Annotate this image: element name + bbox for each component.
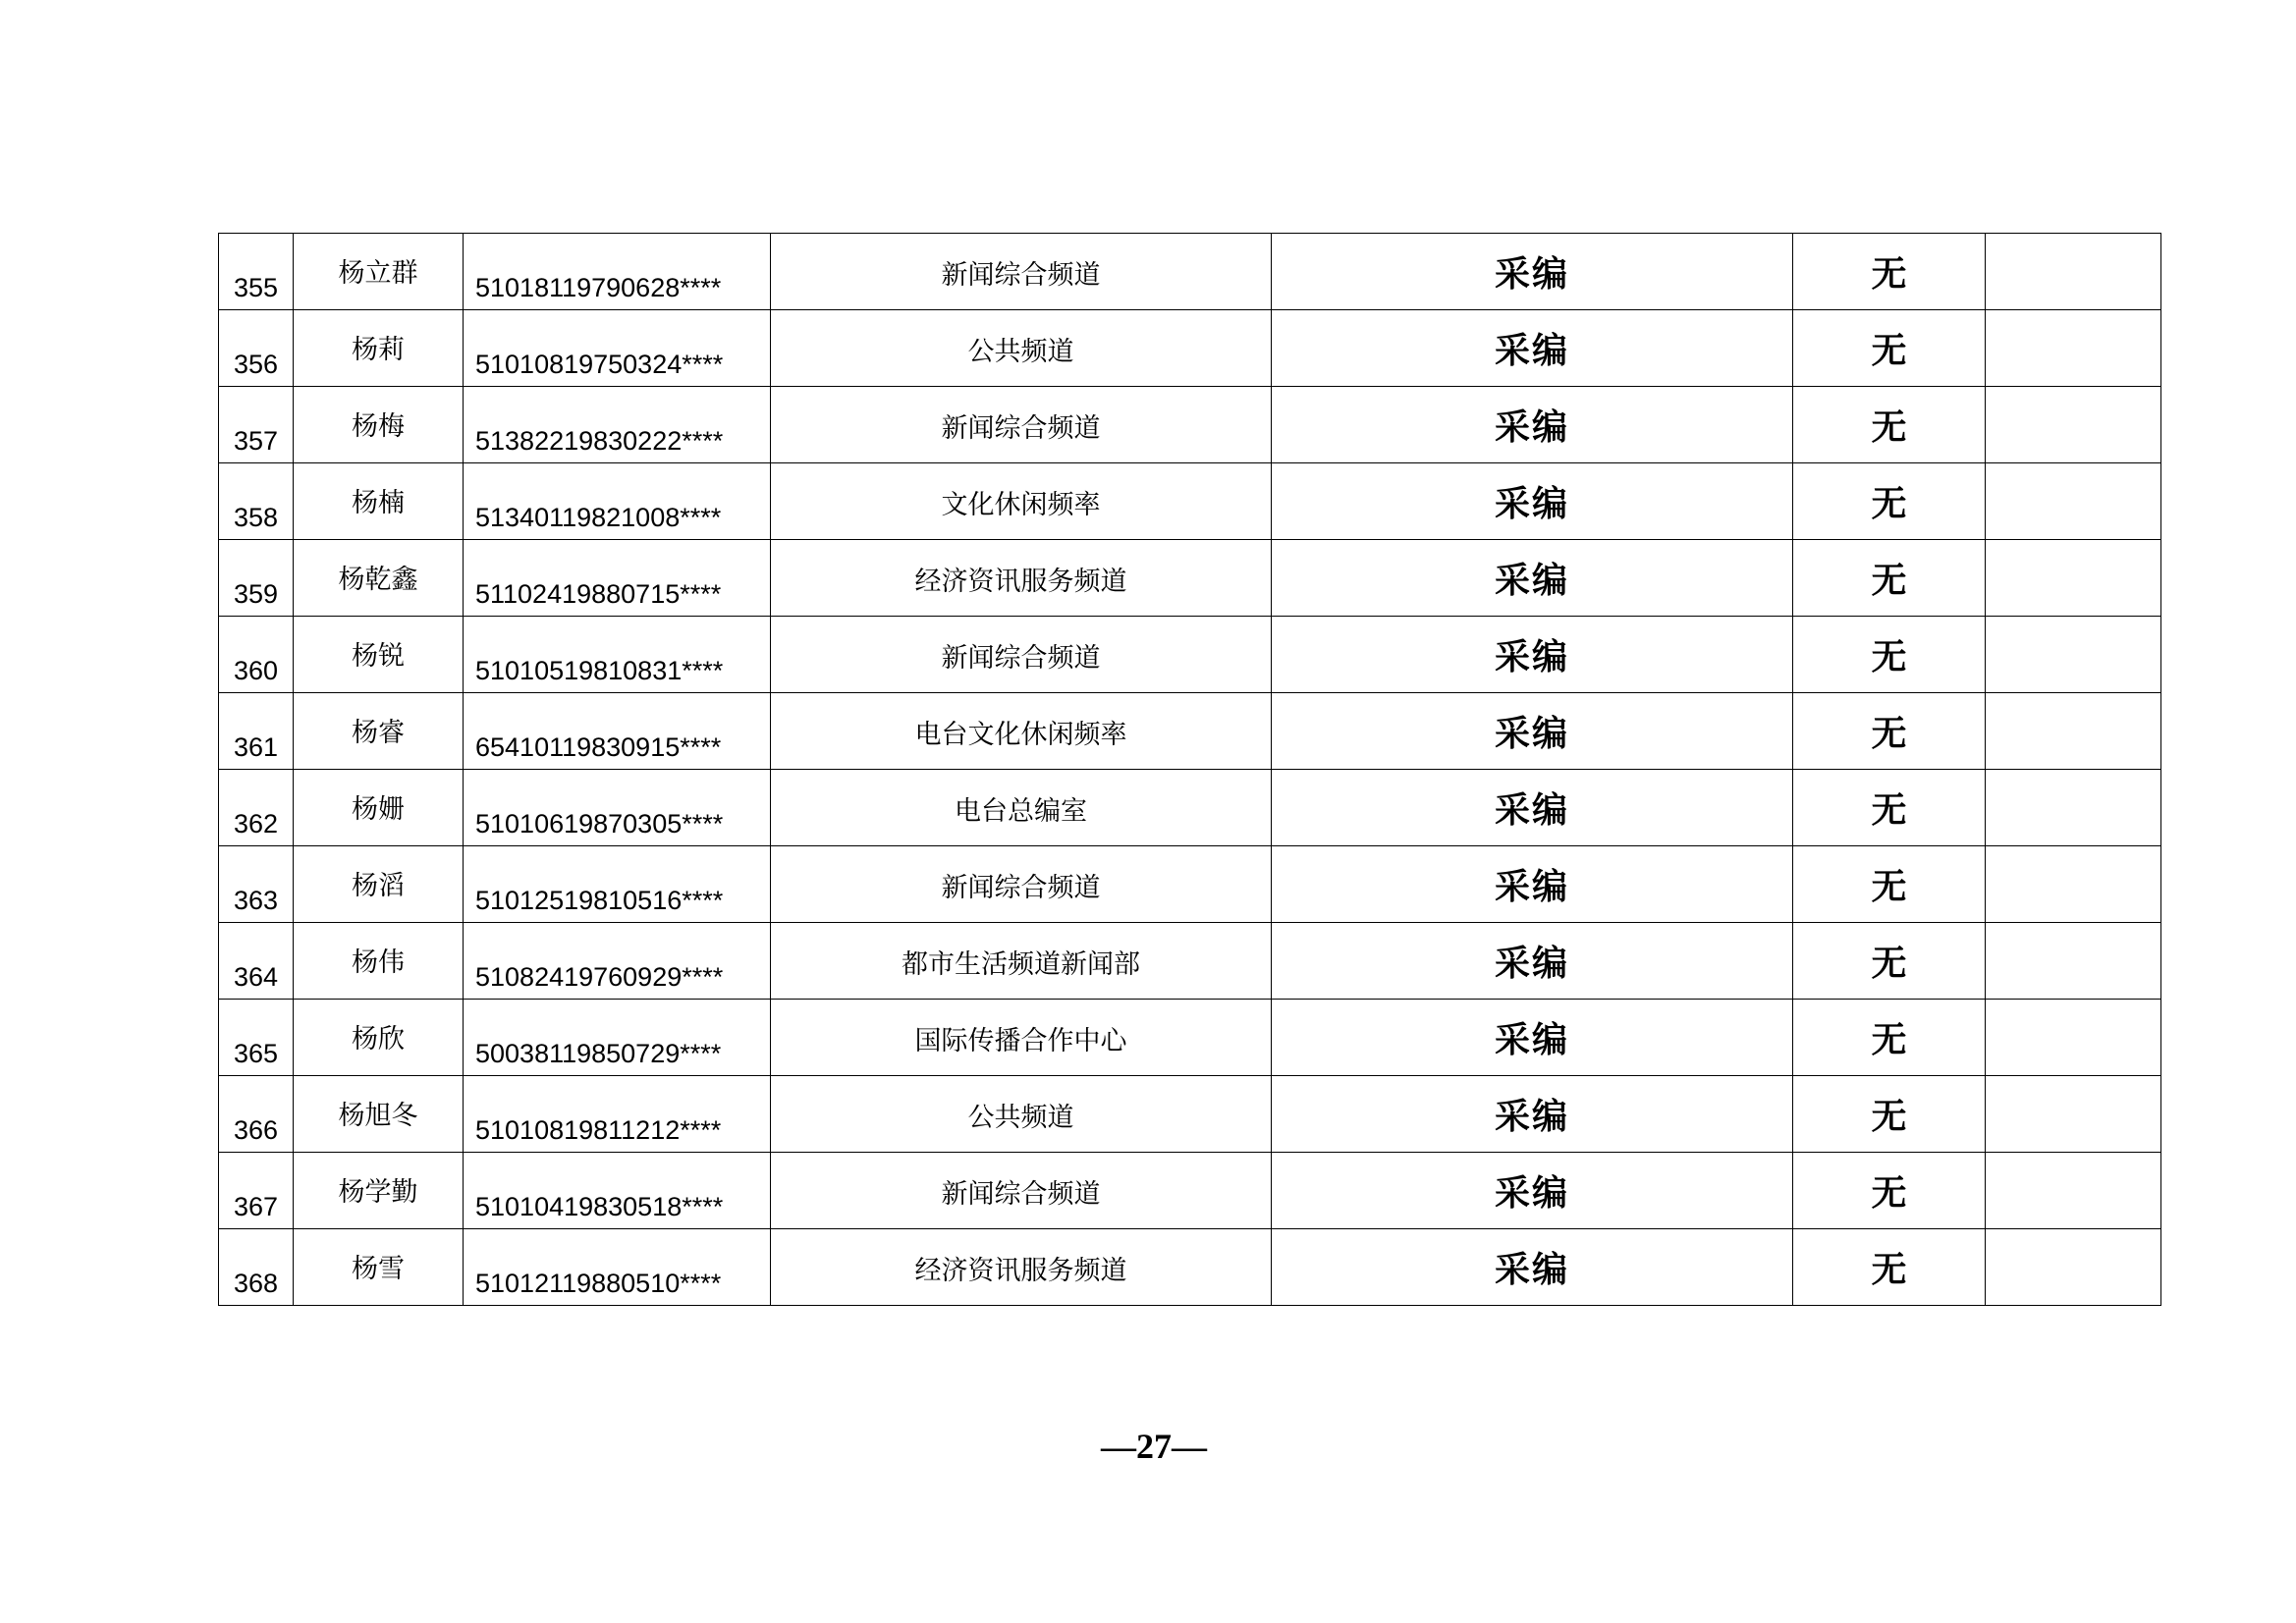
table-row	[219, 234, 2161, 310]
status-value: 无	[1793, 234, 1986, 310]
table-row	[219, 1076, 2161, 1153]
id-number: 51010519810831****	[464, 617, 771, 693]
table-row	[219, 1000, 2161, 1076]
person-name: 杨欣	[294, 1000, 464, 1076]
department: 电台总编室	[771, 770, 1272, 846]
remarks-cell	[1986, 617, 2161, 693]
roster-body	[219, 234, 2161, 1306]
row-number: 368	[219, 1229, 294, 1306]
table-row	[219, 770, 2161, 846]
id-number: 51012119880510****	[464, 1229, 771, 1306]
person-name: 杨立群	[294, 234, 464, 310]
position: 采编	[1272, 770, 1793, 846]
remarks-cell	[1986, 1000, 2161, 1076]
row-number: 360	[219, 617, 294, 693]
department: 新闻综合频道	[771, 617, 1272, 693]
remarks-cell	[1986, 846, 2161, 923]
id-number: 51010819811212****	[464, 1076, 771, 1153]
person-name: 杨睿	[294, 693, 464, 770]
remarks-cell	[1986, 463, 2161, 540]
position: 采编	[1272, 387, 1793, 463]
table-row	[219, 1153, 2161, 1229]
row-number: 359	[219, 540, 294, 617]
department: 公共频道	[771, 310, 1272, 387]
page-number: —27—	[1101, 1427, 1207, 1466]
remarks-cell	[1986, 1076, 2161, 1153]
status-value: 无	[1793, 540, 1986, 617]
remarks-cell	[1986, 234, 2161, 310]
table-row	[219, 310, 2161, 387]
person-name: 杨姗	[294, 770, 464, 846]
department: 国际传播合作中心	[771, 1000, 1272, 1076]
department: 新闻综合频道	[771, 234, 1272, 310]
person-name: 杨旭冬	[294, 1076, 464, 1153]
row-number: 367	[219, 1153, 294, 1229]
remarks-cell	[1986, 540, 2161, 617]
department: 文化休闲频率	[771, 463, 1272, 540]
person-name: 杨学勤	[294, 1153, 464, 1229]
row-number: 358	[219, 463, 294, 540]
roster-table	[218, 233, 2161, 1306]
id-number: 51010419830518****	[464, 1153, 771, 1229]
department: 电台文化休闲频率	[771, 693, 1272, 770]
status-value: 无	[1793, 923, 1986, 1000]
position: 采编	[1272, 693, 1793, 770]
person-name: 杨雪	[294, 1229, 464, 1306]
position: 采编	[1272, 1000, 1793, 1076]
department: 经济资讯服务频道	[771, 1229, 1272, 1306]
position: 采编	[1272, 463, 1793, 540]
id-number: 51102419880715****	[464, 540, 771, 617]
row-number: 357	[219, 387, 294, 463]
table-row	[219, 617, 2161, 693]
status-value: 无	[1793, 387, 1986, 463]
table-row	[219, 846, 2161, 923]
status-value: 无	[1793, 310, 1986, 387]
position: 采编	[1272, 617, 1793, 693]
row-number: 362	[219, 770, 294, 846]
person-name: 杨伟	[294, 923, 464, 1000]
table-row	[219, 387, 2161, 463]
position: 采编	[1272, 1153, 1793, 1229]
status-value: 无	[1793, 770, 1986, 846]
status-value: 无	[1793, 846, 1986, 923]
status-value: 无	[1793, 693, 1986, 770]
id-number: 51082419760929****	[464, 923, 771, 1000]
position: 采编	[1272, 1229, 1793, 1306]
department: 公共频道	[771, 1076, 1272, 1153]
row-number: 355	[219, 234, 294, 310]
person-name: 杨锐	[294, 617, 464, 693]
id-number: 51018119790628****	[464, 234, 771, 310]
id-number: 51382219830222****	[464, 387, 771, 463]
row-number: 356	[219, 310, 294, 387]
table-row	[219, 693, 2161, 770]
table-row	[219, 923, 2161, 1000]
remarks-cell	[1986, 770, 2161, 846]
id-number: 65410119830915****	[464, 693, 771, 770]
remarks-cell	[1986, 693, 2161, 770]
department: 新闻综合频道	[771, 1153, 1272, 1229]
status-value: 无	[1793, 1229, 1986, 1306]
status-value: 无	[1793, 1000, 1986, 1076]
remarks-cell	[1986, 1229, 2161, 1306]
row-number: 364	[219, 923, 294, 1000]
person-name: 杨乾鑫	[294, 540, 464, 617]
row-number: 366	[219, 1076, 294, 1153]
id-number: 51010619870305****	[464, 770, 771, 846]
department: 都市生活频道新闻部	[771, 923, 1272, 1000]
id-number: 51010819750324****	[464, 310, 771, 387]
position: 采编	[1272, 540, 1793, 617]
status-value: 无	[1793, 1153, 1986, 1229]
position: 采编	[1272, 310, 1793, 387]
status-value: 无	[1793, 463, 1986, 540]
id-number: 51340119821008****	[464, 463, 771, 540]
status-value: 无	[1793, 617, 1986, 693]
row-number: 363	[219, 846, 294, 923]
table-row	[219, 463, 2161, 540]
person-name: 杨滔	[294, 846, 464, 923]
status-value: 无	[1793, 1076, 1986, 1153]
remarks-cell	[1986, 387, 2161, 463]
position: 采编	[1272, 846, 1793, 923]
department: 经济资讯服务频道	[771, 540, 1272, 617]
person-name: 杨莉	[294, 310, 464, 387]
person-name: 杨梅	[294, 387, 464, 463]
table-row	[219, 1229, 2161, 1306]
remarks-cell	[1986, 923, 2161, 1000]
department: 新闻综合频道	[771, 387, 1272, 463]
id-number: 51012519810516****	[464, 846, 771, 923]
position: 采编	[1272, 234, 1793, 310]
table-row	[219, 540, 2161, 617]
department: 新闻综合频道	[771, 846, 1272, 923]
position: 采编	[1272, 1076, 1793, 1153]
id-number: 50038119850729****	[464, 1000, 771, 1076]
row-number: 361	[219, 693, 294, 770]
position: 采编	[1272, 923, 1793, 1000]
remarks-cell	[1986, 310, 2161, 387]
row-number: 365	[219, 1000, 294, 1076]
remarks-cell	[1986, 1153, 2161, 1229]
person-name: 杨楠	[294, 463, 464, 540]
